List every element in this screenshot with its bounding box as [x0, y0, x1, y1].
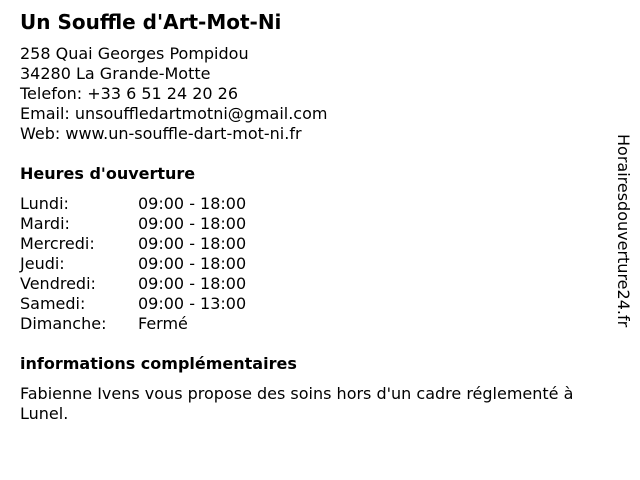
day-label: Jeudi:	[20, 254, 65, 273]
time-value: 09:00 - 18:00	[138, 274, 247, 293]
time-value: Fermé	[138, 314, 188, 333]
day-label: Samedi:	[20, 294, 86, 313]
web-line: Web: www.un-souffle-dart-mot-ni.fr	[20, 124, 302, 143]
address-line-1: 258 Quai Georges Pompidou	[20, 44, 249, 63]
watermark-text: Horairesdouverture24.fr	[614, 134, 633, 328]
time-value: 09:00 - 18:00	[138, 234, 247, 253]
address-line-2: 34280 La Grande-Motte	[20, 64, 211, 83]
time-value: 09:00 - 13:00	[138, 294, 247, 313]
business-name: Un Souffle d'Art-Mot-Ni	[20, 10, 282, 34]
time-value: 09:00 - 18:00	[138, 254, 247, 273]
time-value: 09:00 - 18:00	[138, 194, 247, 213]
info-heading: informations complémentaires	[20, 354, 297, 373]
day-label: Mercredi:	[20, 234, 95, 253]
hours-heading: Heures d'ouverture	[20, 164, 196, 183]
day-label: Dimanche:	[20, 314, 107, 333]
email-line: Email: unsouffledartmotni@gmail.com	[20, 104, 328, 123]
time-value: 09:00 - 18:00	[138, 214, 247, 233]
day-label: Mardi:	[20, 214, 70, 233]
phone-line: Telefon: +33 6 51 24 20 26	[20, 84, 239, 103]
info-text: Fabienne Ivens vous propose des soins hors d'un cadre réglementé à Lunel.	[20, 384, 574, 423]
contact-block	[20, 44, 327, 144]
day-label: Vendredi:	[20, 274, 96, 293]
day-label: Lundi:	[20, 194, 69, 213]
